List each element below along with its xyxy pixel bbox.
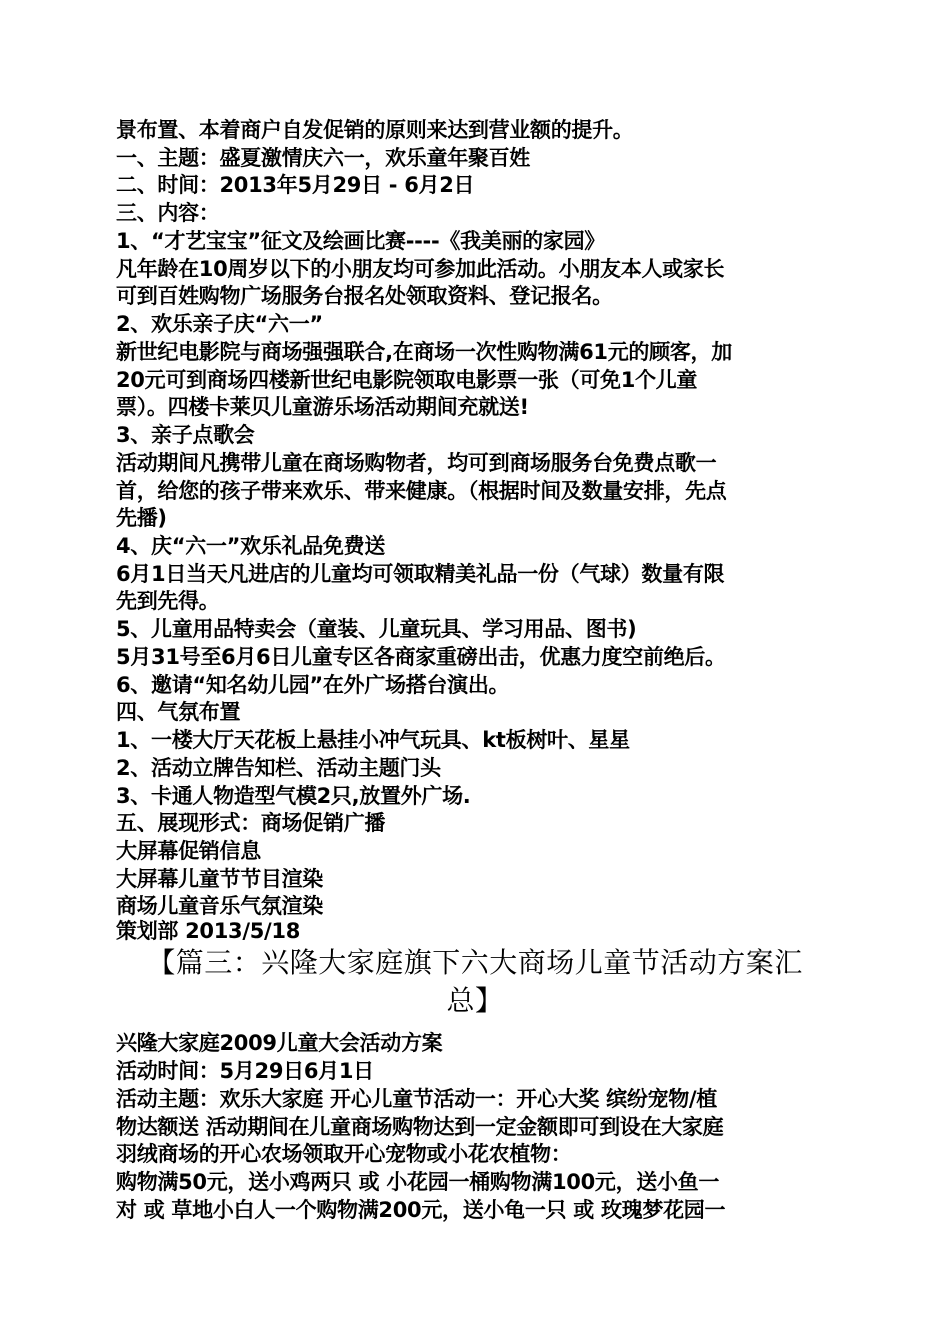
text-line: 对 或 草地小白人一个购物满200元，送小龟一只 或 玫瑰梦花园一 [116,1198,726,1222]
text-line: 1、一楼大厅天花板上悬挂小冲气玩具、kt板树叶、星星 [116,728,630,752]
text-line: 首，给您的孩子带来欢乐、带来健康。（根据时间及数量安排，先点 [116,479,727,503]
text-line: 购物满50元，送小鸡两只 或 小花园一桶购物满100元，送小鱼一 [116,1170,720,1194]
text-line: 票）。四楼卡莱贝儿童游乐场活动期间充就送! [116,395,529,419]
text-line: 兴隆大家庭2009儿童大会活动方案 [116,1031,443,1055]
section-heading-line1: 【篇三：兴隆大家庭旗下六大商场儿童节活动方案汇 [147,946,803,979]
text-line: 羽绒商场的开心农场领取开心宠物或小花农植物： [116,1142,572,1166]
text-line: 大屏幕儿童节节目渲染 [116,867,323,891]
section-heading-line2: 总】 [446,984,504,1017]
text-line: 活动主题：欢乐大家庭 开心儿童节活动一：开心大奖 缤纷宠物/植 [116,1087,717,1111]
text-line: 6、邀请“知名幼儿园”在外广场搭台演出。 [116,673,510,697]
text-line: 4、庆“六一”欢乐礼品免费送 [116,534,386,558]
text-line: 20元可到商场四楼新世纪电影院领取电影票一张（可免1个儿童 [116,368,698,392]
text-line: 二、时间：2013年5月29日 - 6月2日 [116,173,475,197]
text-line: 五、展现形式：商场促销广播 [116,811,386,835]
text-line: 5月31号至6月6日儿童专区各商家重磅出击，优惠力度空前绝后。 [116,645,726,669]
text-line: 先播) [116,506,167,530]
text-line: 活动时间：5月29日6月1日 [116,1059,374,1083]
text-line: 策划部 2013/5/18 [116,919,301,943]
text-line: 3、卡通人物造型气模2只,放置外广场. [116,784,471,808]
text-line: 3、亲子点歌会 [116,423,255,447]
text-line: 6月1日当天凡进店的儿童均可领取精美礼品一份（气球）数量有限 [116,562,725,586]
text-line: 1、“才艺宝宝”征文及绘画比赛----《我美丽的家园》 [116,229,605,253]
text-line: 大屏幕促销信息 [116,839,261,863]
text-line: 四、气氛布置 [116,700,241,724]
text-line: 活动期间凡携带儿童在商场购物者，均可到商场服务台免费点歌一 [116,451,717,475]
text-line: 凡年龄在10周岁以下的小朋友均可参加此活动。小朋友本人或家长 [116,257,725,281]
text-line: 景布置、本着商户自发促销的原则来达到营业额的提升。 [116,118,634,142]
text-line: 可到百姓购物广场服务台报名处领取资料、登记报名。 [116,284,613,308]
text-line: 5、儿童用品特卖会（童装、儿童玩具、学习用品、图书) [116,617,637,641]
text-line: 一、主题：盛夏激情庆六一，欢乐童年聚百姓 [116,146,530,170]
text-line: 先到先得。 [116,589,220,613]
text-line: 三、内容： [116,201,220,225]
text-line: 物达额送 活动期间在儿童商场购物达到一定金额即可到设在大家庭 [116,1115,724,1139]
text-line: 商场儿童音乐气氛渲染 [116,894,323,918]
text-line: 2、欢乐亲子庆“六一” [116,312,323,336]
text-line: 2、活动立牌告知栏、活动主题门头 [116,756,441,780]
text-line: 新世纪电影院与商场强强联合,在商场一次性购物满61元的顾客，加 [116,340,732,364]
